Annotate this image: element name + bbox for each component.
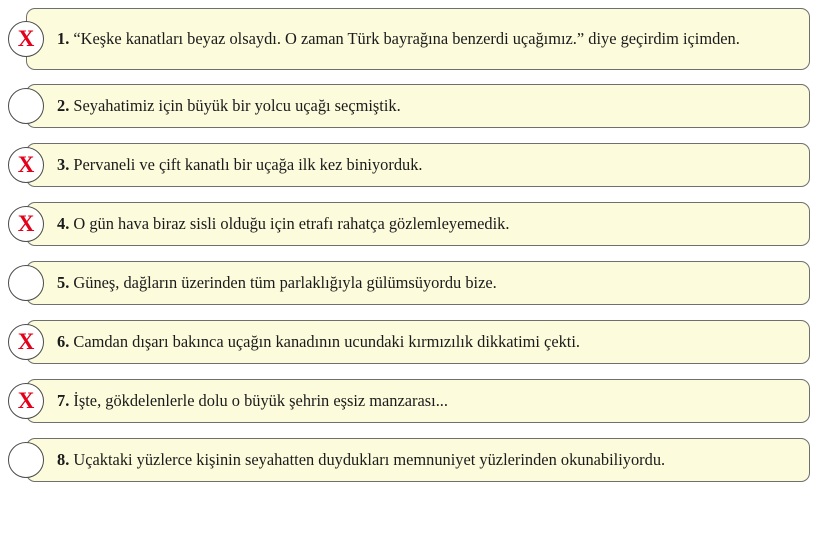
marker-circle-1[interactable] bbox=[8, 21, 44, 57]
x-icon: X bbox=[17, 328, 35, 354]
marker-circle-6[interactable] bbox=[8, 324, 44, 360]
sentence-number-7: 7. bbox=[57, 391, 70, 410]
x-icon: X bbox=[17, 25, 35, 51]
sentence-box-5 bbox=[26, 261, 810, 305]
sentence-body-8: Uçaktaki yüzlerce kişinin seyahatten duydukları memnuniyet yüzlerinden okunabiliyordu. bbox=[73, 450, 666, 469]
sentence-number-3: 3. bbox=[57, 155, 70, 174]
sentence-body-2: Seyahatimiz için büyük bir yolcu uçağı seçmiştik. bbox=[73, 96, 401, 115]
sentence-number-8: 8. bbox=[57, 450, 70, 469]
list-item[interactable] bbox=[8, 319, 810, 365]
x-icon: X bbox=[17, 210, 35, 236]
sentence-number-5: 5. bbox=[57, 273, 70, 292]
marker-circle-5[interactable] bbox=[8, 265, 44, 301]
marker-circle-8[interactable] bbox=[8, 442, 44, 478]
sentence-box-6 bbox=[26, 320, 810, 364]
sentence-body-4: O gün hava biraz sisli olduğu için etrafı rahatça gözlemleyemedik. bbox=[73, 214, 510, 233]
sentence-body-5: Güneş, dağların üzerinden tüm parlaklığıyla gülümsüyordu bize. bbox=[73, 273, 497, 292]
sentence-text-4 bbox=[57, 213, 509, 235]
sentence-number-1: 1. bbox=[57, 29, 70, 48]
list-item[interactable] bbox=[8, 437, 810, 483]
marker-circle-7[interactable] bbox=[8, 383, 44, 419]
sentence-box-2 bbox=[26, 84, 810, 128]
sentence-box-4 bbox=[26, 202, 810, 246]
list-item[interactable] bbox=[8, 142, 810, 188]
sentence-body-1: “Keşke kanatları beyaz olsaydı. O zaman Türk bayrağına benzerdi uçağımız.” diye geçirdim içimden. bbox=[73, 29, 740, 48]
sentence-text-3 bbox=[57, 154, 423, 176]
sentence-box-8 bbox=[26, 438, 810, 482]
marker-circle-4[interactable] bbox=[8, 206, 44, 242]
sentence-number-6: 6. bbox=[57, 332, 70, 351]
sentence-text-5 bbox=[57, 272, 497, 294]
sentence-number-2: 2. bbox=[57, 96, 70, 115]
sentence-body-7: İşte, gökdelenlerle dolu o büyük şehrin eşsiz manzarası... bbox=[73, 391, 449, 410]
sentence-text-8 bbox=[57, 449, 665, 471]
sentence-text-7 bbox=[57, 390, 448, 412]
x-icon: X bbox=[17, 151, 35, 177]
sentence-text-2 bbox=[57, 95, 401, 117]
sentence-text-1 bbox=[57, 28, 740, 50]
sentence-box-7 bbox=[26, 379, 810, 423]
sentence-body-6: Camdan dışarı bakınca uçağın kanadının ucundaki kırmızılık dikkatimi çekti. bbox=[73, 332, 581, 351]
marker-circle-3[interactable] bbox=[8, 147, 44, 183]
sentence-box-3 bbox=[26, 143, 810, 187]
sentence-box-1 bbox=[26, 8, 810, 70]
list-item[interactable] bbox=[8, 201, 810, 247]
list-item[interactable] bbox=[8, 378, 810, 424]
sentence-number-4: 4. bbox=[57, 214, 70, 233]
list-item[interactable] bbox=[8, 8, 810, 70]
list-item[interactable] bbox=[8, 260, 810, 306]
sentence-body-3: Pervaneli ve çift kanatlı bir uçağa ilk kez biniyorduk. bbox=[73, 155, 423, 174]
list-item[interactable] bbox=[8, 83, 810, 129]
sentence-text-6 bbox=[57, 331, 580, 353]
marker-circle-2[interactable] bbox=[8, 88, 44, 124]
x-icon: X bbox=[17, 387, 35, 413]
